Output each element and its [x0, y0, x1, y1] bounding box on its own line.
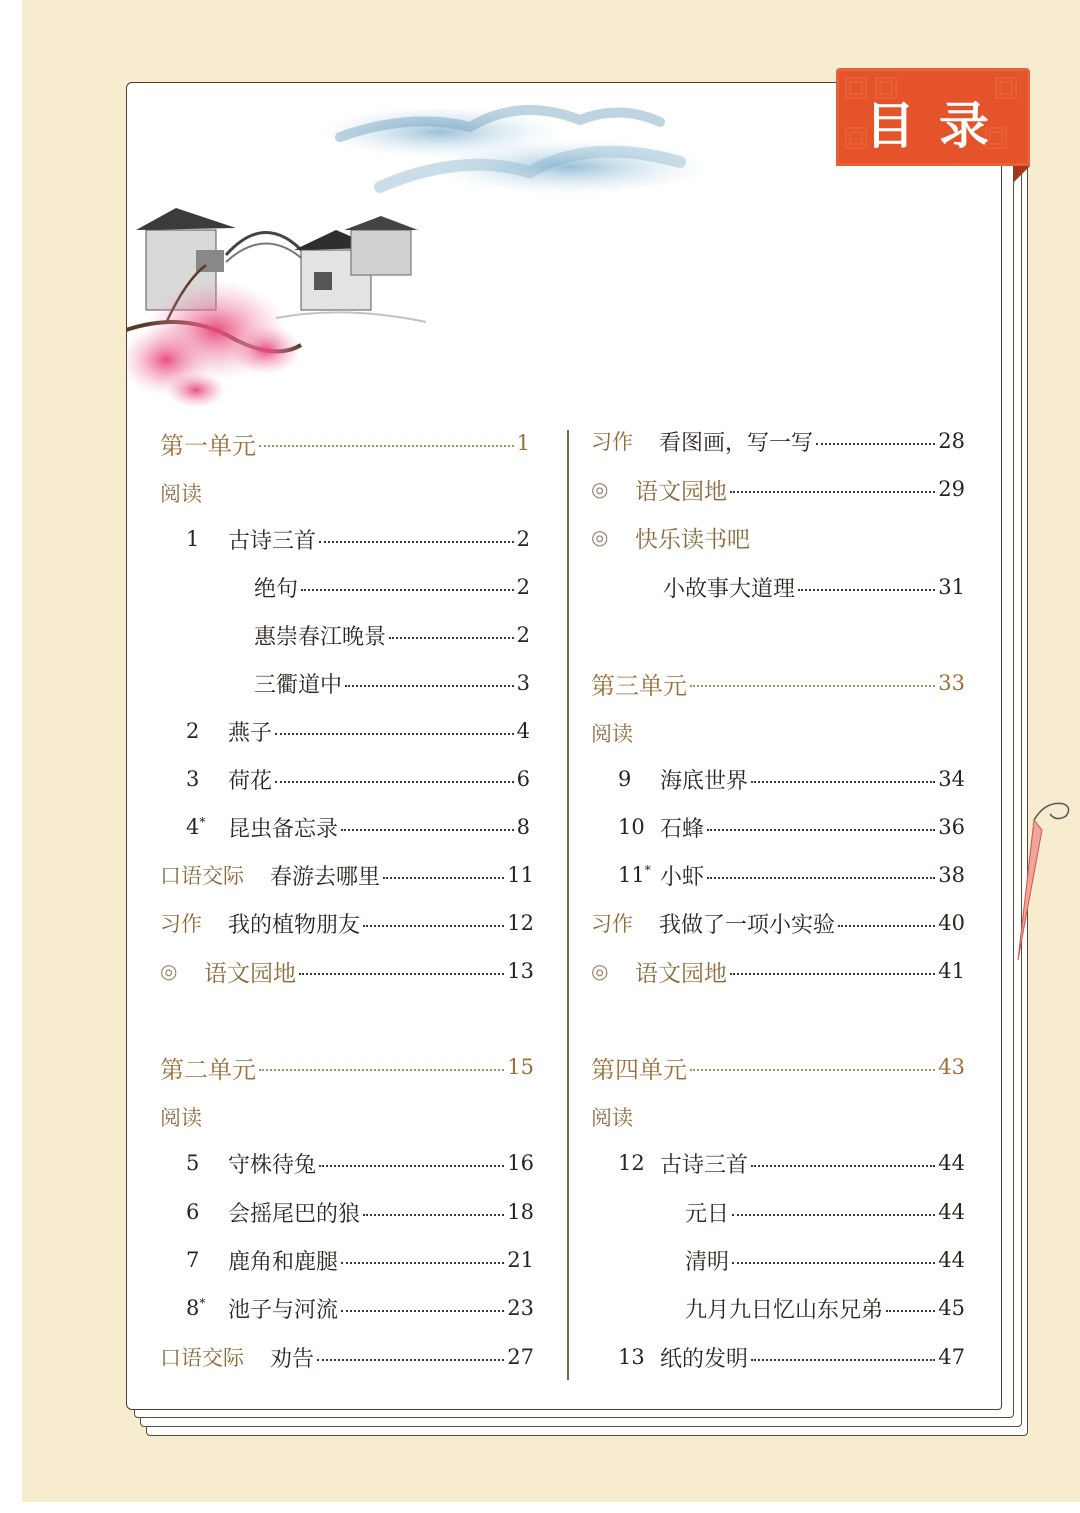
toc-lesson[interactable] [186, 714, 530, 748]
page-number: 13 [507, 959, 534, 983]
page-number: 36 [938, 815, 965, 839]
leader-dots [730, 491, 935, 493]
category-label: 习作 [591, 430, 633, 454]
page-number: 33 [938, 671, 965, 695]
leader-dots [275, 733, 514, 735]
page-number: 1 [516, 431, 530, 455]
leader-dots [259, 445, 514, 447]
toc-lesson[interactable] [186, 522, 530, 556]
toc-happy-reading[interactable] [591, 520, 965, 554]
lesson-number: 2 [186, 719, 200, 743]
toc-writing[interactable] [591, 906, 965, 940]
unit-title: 第三单元 [591, 671, 687, 700]
lesson-number [618, 863, 660, 887]
toc-unit-3[interactable] [591, 666, 965, 700]
page-number: 12 [507, 911, 534, 935]
leader-dots [690, 1069, 935, 1071]
column-divider [567, 430, 569, 1380]
toc-oral[interactable] [160, 1340, 534, 1374]
scan-edge-left [0, 0, 22, 1513]
leader-dots [751, 1165, 935, 1167]
toc-lesson[interactable] [186, 1243, 534, 1277]
page-number: 16 [507, 1151, 534, 1175]
page-number: 2 [516, 575, 530, 599]
page-number: 31 [938, 575, 965, 599]
page-number: 18 [507, 1200, 534, 1224]
poem-title: 元日 [685, 1201, 730, 1227]
page-number: 34 [938, 767, 965, 791]
leader-dots [707, 877, 935, 879]
lesson-title: 古诗三首 [228, 528, 317, 554]
lesson-title: 小虾 [660, 864, 705, 890]
circle-icon: ◎ [160, 959, 178, 983]
misty-mountains-illustration [320, 92, 740, 222]
toc-lesson[interactable] [186, 762, 530, 796]
lesson-title: 海底世界 [660, 768, 749, 794]
toc-poem[interactable] [663, 570, 965, 604]
toc-lesson[interactable] [186, 1291, 534, 1325]
bookmark-tassel [1006, 790, 1076, 970]
item-title: 快乐读书吧 [635, 526, 750, 553]
toc-lesson[interactable] [618, 1340, 965, 1374]
lesson-title: 荷花 [228, 768, 273, 794]
leader-dots [363, 1214, 504, 1216]
lesson-number: 10 [618, 815, 645, 839]
page-number: 2 [516, 623, 530, 647]
leader-dots [383, 877, 504, 879]
lesson-title: 守株待兔 [228, 1152, 317, 1178]
poem-title: 九月九日忆山东兄弟 [685, 1297, 884, 1323]
leader-dots [345, 685, 514, 687]
page-title: 目录 [865, 97, 1013, 155]
lesson-title: 昆虫备忘录 [228, 816, 339, 842]
toc-unit-1[interactable] [160, 426, 530, 460]
toc-writing[interactable] [591, 424, 965, 458]
leader-dots [751, 781, 935, 783]
leader-dots [319, 541, 514, 543]
page-number: 28 [938, 429, 965, 453]
leader-dots [341, 1262, 504, 1264]
page-number: 44 [938, 1248, 965, 1272]
leader-dots [798, 589, 935, 591]
leader-dots [690, 685, 935, 687]
lesson-title: 石蜂 [660, 816, 705, 842]
toc-poem[interactable] [254, 618, 530, 652]
page-number: 8 [516, 815, 530, 839]
category-label: 口语交际 [160, 1346, 244, 1370]
toc-lesson[interactable] [618, 1146, 965, 1180]
leader-dots [317, 1359, 504, 1361]
page-number: 6 [516, 767, 530, 791]
reading-heading: 阅读 [160, 482, 202, 506]
page-number: 23 [507, 1296, 534, 1320]
poem-title: 绝句 [254, 576, 299, 602]
lesson-number: 7 [186, 1248, 200, 1272]
item-title: 语文园地 [635, 478, 727, 505]
reading-heading: 阅读 [160, 1106, 202, 1130]
leader-dots [751, 1359, 935, 1361]
page-number: 21 [507, 1248, 534, 1272]
lesson-number: 5 [186, 1151, 200, 1175]
leader-dots [732, 1262, 935, 1264]
category-label: 习作 [591, 912, 633, 936]
toc-lesson[interactable] [186, 810, 530, 844]
item-title: 我的植物朋友 [228, 912, 361, 938]
leader-dots [363, 925, 504, 927]
item-title: 春游去哪里 [270, 864, 381, 890]
leader-dots [275, 781, 514, 783]
toc-lesson[interactable] [618, 810, 965, 844]
lesson-number [186, 815, 228, 839]
item-title: 我做了一项小实验 [659, 912, 836, 938]
leader-dots [341, 829, 514, 831]
page-number: 15 [507, 1055, 534, 1079]
page-number: 47 [938, 1345, 965, 1369]
lesson-number-value: 4 [186, 815, 200, 839]
leader-dots [816, 443, 935, 445]
lesson-title: 纸的发明 [660, 1346, 749, 1372]
poem-title: 三衢道中 [254, 672, 343, 698]
leader-dots [707, 829, 935, 831]
page-number: 27 [507, 1345, 534, 1369]
page-number: 45 [938, 1296, 965, 1320]
reading-heading: 阅读 [591, 722, 633, 746]
toc-poem[interactable] [685, 1291, 965, 1325]
toc-lesson[interactable] [618, 762, 965, 796]
leader-dots [301, 589, 514, 591]
leader-dots [732, 1214, 935, 1216]
page-number: 40 [938, 911, 965, 935]
unit-title: 第二单元 [160, 1055, 256, 1084]
unit-title: 第四单元 [591, 1055, 687, 1084]
page-number: 43 [938, 1055, 965, 1079]
lesson-number-value: 8 [186, 1296, 200, 1320]
toc-unit-2[interactable] [160, 1050, 534, 1084]
lesson-number-value: 11 [618, 863, 645, 887]
page-number: 3 [516, 671, 530, 695]
optional-mark: * [644, 863, 651, 877]
leader-dots [299, 973, 504, 975]
item-title: 语文园地 [204, 960, 296, 987]
page-number: 11 [507, 863, 534, 887]
leader-dots [389, 637, 514, 639]
page-number: 2 [516, 527, 530, 551]
leader-dots [838, 925, 935, 927]
toc-garden[interactable] [160, 954, 534, 988]
lesson-number: 3 [186, 767, 200, 791]
leader-dots [319, 1165, 504, 1167]
circle-icon: ◎ [591, 959, 609, 983]
leader-dots [730, 973, 935, 975]
leader-dots [886, 1310, 935, 1312]
category-label: 习作 [160, 912, 202, 936]
toc-oral[interactable] [160, 858, 534, 892]
circle-icon: ◎ [591, 477, 609, 501]
scan-edge-bottom [0, 1502, 1080, 1513]
toc-poem[interactable] [685, 1195, 965, 1229]
lesson-number: 9 [618, 767, 632, 791]
toc-writing[interactable] [160, 906, 534, 940]
page-number: 41 [938, 959, 965, 983]
leader-dots [341, 1310, 504, 1312]
item-title: 语文园地 [635, 960, 727, 987]
reading-heading: 阅读 [591, 1106, 633, 1130]
lesson-title: 会摇尾巴的狼 [228, 1201, 361, 1227]
optional-mark: * [199, 1296, 206, 1310]
lesson-number: 1 [186, 527, 200, 551]
toc-lesson[interactable] [186, 1195, 534, 1229]
page-number: 44 [938, 1151, 965, 1175]
lesson-title: 古诗三首 [660, 1152, 749, 1178]
poem-title: 清明 [685, 1249, 730, 1275]
item-title: 劝告 [270, 1346, 315, 1372]
toc-poem[interactable] [685, 1243, 965, 1277]
lesson-title: 鹿角和鹿腿 [228, 1249, 339, 1275]
toc-lesson[interactable] [618, 858, 965, 892]
lesson-number: 13 [618, 1345, 645, 1369]
item-title: 看图画，写一写 [659, 430, 814, 456]
item-title: 小故事大道理 [663, 576, 796, 602]
leader-dots [259, 1069, 504, 1071]
category-label: 口语交际 [160, 864, 244, 888]
lesson-title: 池子与河流 [228, 1297, 339, 1323]
toc-garden[interactable] [591, 472, 965, 506]
page-number: 38 [938, 863, 965, 887]
lesson-title: 燕子 [228, 720, 273, 746]
unit-title: 第一单元 [160, 431, 256, 460]
toc-poem[interactable] [254, 666, 530, 700]
lesson-number: 6 [186, 1200, 200, 1224]
page-number: 4 [516, 719, 530, 743]
page-number: 44 [938, 1200, 965, 1224]
circle-icon: ◎ [591, 525, 609, 549]
lesson-number [186, 1296, 228, 1320]
tab-fold [1014, 166, 1030, 182]
optional-mark: * [199, 815, 206, 829]
page-number: 29 [938, 477, 965, 501]
toc-garden[interactable] [591, 954, 965, 988]
toc-unit-4[interactable] [591, 1050, 965, 1084]
toc-poem[interactable] [254, 570, 530, 604]
poem-title: 惠崇春江晚景 [254, 624, 387, 650]
lesson-number: 12 [618, 1151, 645, 1175]
toc-lesson[interactable] [186, 1146, 534, 1180]
